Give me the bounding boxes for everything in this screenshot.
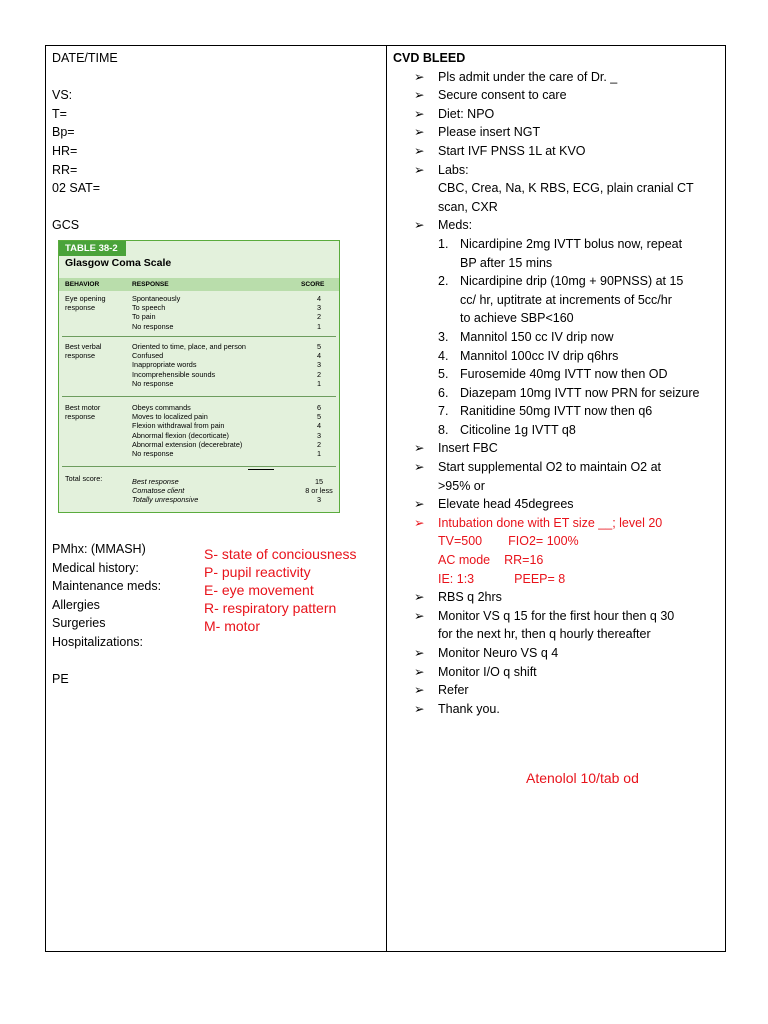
item-text: Secure consent to care: [438, 88, 567, 103]
list-item: [392, 607, 722, 626]
response: Oriented to time, place, and person: [132, 342, 246, 351]
score: 3: [316, 303, 322, 313]
table-divider: [62, 466, 336, 467]
med-item: [392, 421, 722, 440]
score: 4: [316, 421, 322, 431]
med-continuation: to achieve SBP<160: [460, 311, 574, 326]
med-text: Mannitol 150 cc IV drip now: [460, 329, 614, 344]
score: 1: [316, 449, 322, 459]
maintenance-meds-label: Maintenance meds:: [52, 579, 162, 594]
med-text: Diazepam 10mg IVTT now PRN for seizure: [460, 385, 700, 400]
vs-label: VS:: [52, 88, 73, 103]
motor-category-line2: response: [65, 412, 96, 422]
response: Obeys commands: [132, 403, 191, 412]
vent-settings-row: [392, 551, 722, 570]
med-text: Furosemide 40mg IVTT now then OD: [460, 367, 668, 382]
med-continuation: cc/ hr, uptitrate at increments of 5cc/hr: [460, 292, 672, 307]
response: Comatose client: [132, 486, 185, 496]
response: Incomprehensible sounds: [132, 369, 216, 379]
response: Confused: [132, 351, 164, 361]
score: 3: [316, 360, 322, 370]
score: 3: [316, 495, 322, 505]
list-item: [392, 588, 722, 607]
score: 2: [316, 439, 322, 449]
score: 5: [316, 342, 322, 351]
arrow-bullet-icon: ➢: [414, 664, 425, 679]
score: 3: [316, 430, 322, 440]
med-continuation: BP after 15 mins: [460, 255, 553, 270]
verbal-responses: [132, 342, 302, 388]
verbal-category-line1: Best verbal: [65, 342, 102, 351]
right-column: [392, 49, 722, 718]
o2-continuation: >95% or: [438, 478, 485, 493]
surgeries-label: Surgeries: [52, 616, 106, 631]
list-item: [392, 123, 722, 142]
arrow-bullet-icon: ➢: [414, 441, 425, 456]
response: No response: [132, 378, 174, 388]
mmash-mnemonic: [204, 545, 357, 635]
bp-label: Bp=: [52, 125, 75, 140]
med-number: 6.: [438, 385, 449, 400]
response: Inappropriate words: [132, 360, 197, 370]
item-text: Start IVF PNSS 1L at KVO: [438, 143, 586, 158]
item-text: Start supplemental O2 to maintain O2 at: [438, 460, 662, 475]
motor-category-line1: Best motor: [65, 403, 101, 412]
item-text: Please insert NGT: [438, 125, 541, 140]
eye-scores: [307, 294, 331, 331]
score: 4: [316, 294, 322, 303]
arrow-bullet-icon: ➢: [414, 162, 425, 177]
score: 1: [316, 378, 322, 388]
list-item: [392, 161, 722, 180]
list-item: [392, 439, 722, 458]
med-text: Mannitol 100cc IV drip q6hrs: [460, 348, 619, 363]
mnemonic-p: P- pupil reactivity: [204, 564, 311, 580]
fio2-setting: FIO2= 100%: [508, 534, 579, 549]
tv-setting: TV=500: [438, 534, 483, 549]
eye-category-line2: response: [65, 303, 96, 313]
header-behavior: BEHAVIOR: [65, 281, 100, 288]
peep-setting: PEEP= 8: [514, 571, 566, 586]
item-text: Intubation done with ET size __; level 20: [438, 515, 663, 530]
arrow-bullet-icon: ➢: [414, 69, 425, 84]
med-item: [392, 365, 722, 384]
item-text: Monitor VS q 15 for the first hour then q 30: [438, 608, 675, 623]
list-item: [392, 458, 722, 477]
arrow-bullet-icon: ➢: [414, 701, 425, 716]
table-divider: [62, 396, 336, 397]
response: Abnormal flexion (decorticate): [132, 430, 229, 440]
arrow-bullet-icon: ➢: [414, 590, 425, 605]
med-number: 1.: [438, 236, 449, 251]
med-number: 8.: [438, 422, 449, 437]
item-text: Diet: NPO: [438, 106, 495, 121]
score: 6: [316, 403, 322, 412]
item-text: Monitor Neuro VS q 4: [438, 646, 559, 660]
rr-label: RR=: [52, 162, 78, 177]
arrow-bullet-icon: ➢: [414, 143, 425, 158]
med-number: 7.: [438, 404, 449, 419]
arrow-bullet-icon: ➢: [414, 683, 425, 698]
table-tag: TABLE 38-2: [59, 241, 126, 256]
score: 8 or less: [305, 486, 333, 496]
score: 5: [316, 412, 322, 422]
item-text: Insert FBC: [438, 441, 498, 456]
arrow-bullet-icon: ➢: [414, 608, 425, 623]
mnemonic-r: R- respiratory pattern: [204, 600, 337, 616]
arrow-bullet-icon: ➢: [414, 646, 425, 660]
item-text: Labs:: [438, 162, 469, 177]
med-item: [392, 384, 722, 403]
motor-responses: [132, 403, 302, 458]
score: 1: [316, 321, 322, 331]
hr-label: HR=: [52, 143, 78, 158]
arrow-bullet-icon: ➢: [414, 218, 425, 233]
med-item: [392, 347, 722, 366]
list-item: [392, 216, 722, 235]
motor-category: [65, 403, 125, 421]
motor-scores: [307, 403, 331, 458]
table-title: Glasgow Coma Scale: [65, 257, 172, 269]
vent-settings-row: [392, 570, 722, 589]
total-rule: [248, 469, 274, 470]
ie-setting: IE: 1:3: [438, 571, 475, 586]
eye-responses: [132, 294, 302, 331]
score: 2: [316, 312, 322, 322]
list-item: [392, 105, 722, 124]
header-score: SCORE: [301, 281, 325, 288]
date-time-label: DATE/TIME: [52, 51, 118, 65]
score: 2: [316, 369, 322, 379]
list-item: [392, 681, 722, 700]
eye-category: [65, 294, 125, 312]
order-title: CVD BLEED: [393, 51, 466, 65]
total-scores: [299, 477, 339, 505]
verbal-category-line2: response: [65, 351, 96, 361]
glasgow-coma-scale-table: [58, 240, 340, 513]
temp-label: T=: [52, 106, 67, 121]
arrow-bullet-icon: ➢: [414, 125, 425, 140]
labs-line-1: CBC, Crea, Na, K RBS, ECG, plain cranial CT: [438, 181, 694, 196]
score: 4: [316, 351, 322, 361]
list-item: [392, 644, 722, 663]
hospitalizations-label: Hospitalizations:: [52, 634, 144, 649]
item-text: Monitor I/O q shift: [438, 664, 537, 679]
mnemonic-s: S- state of conciousness: [204, 546, 357, 562]
response: Flexion withdrawal from pain: [132, 421, 225, 431]
verbal-category: [65, 342, 125, 360]
list-item: [392, 86, 722, 105]
pe-label: PE: [52, 672, 69, 687]
left-column: [52, 49, 382, 235]
response: Moves to localized pain: [132, 412, 208, 422]
list-item: [392, 700, 722, 719]
list-item: [392, 68, 722, 87]
arrow-bullet-icon: ➢: [414, 515, 425, 530]
list-item: [392, 142, 722, 161]
header-response: RESPONSE: [132, 281, 169, 288]
o2-sat-label: 02 SAT=: [52, 181, 101, 196]
medical-history-label: Medical history:: [52, 560, 139, 575]
total-score-label: Total score:: [65, 474, 103, 483]
med-number: 2.: [438, 274, 449, 289]
response: Spontaneously: [132, 294, 181, 303]
med-text: Ranitidine 50mg IVTT now then q6: [460, 404, 653, 419]
verbal-scores: [307, 342, 331, 388]
response: To pain: [132, 312, 156, 322]
table-divider: [62, 336, 336, 337]
item-text: Thank you.: [438, 701, 500, 716]
total-responses: [132, 477, 302, 505]
response: Abnormal extension (decerebrate): [132, 439, 243, 449]
item-text: Elevate head 45degrees: [438, 497, 574, 512]
table-header: [59, 278, 339, 291]
item-text: Pls admit under the care of Dr. _: [438, 69, 618, 84]
med-number: 5.: [438, 367, 449, 382]
column-divider: [386, 45, 387, 952]
rr-setting: RR=16: [504, 553, 544, 568]
atenolol-note: Atenolol 10/tab od: [526, 770, 639, 786]
mnemonic-m: M- motor: [204, 618, 260, 634]
ac-mode-setting: AC mode: [438, 553, 491, 568]
med-number: 4.: [438, 348, 449, 363]
monitor-continuation: for the next hr, then q hourly thereafter: [438, 627, 651, 642]
med-text: Nicardipine 2mg IVTT bolus now, repeat: [460, 236, 683, 251]
pmhx-label: PMhx: (MMASH): [52, 542, 146, 556]
intubation-item: [392, 514, 722, 533]
list-item: [392, 663, 722, 682]
arrow-bullet-icon: ➢: [414, 460, 425, 475]
gcs-label: GCS: [52, 218, 80, 233]
score: 15: [314, 477, 324, 486]
arrow-bullet-icon: ➢: [414, 497, 425, 512]
med-item: [392, 402, 722, 421]
item-text: Meds:: [438, 218, 473, 233]
med-number: 3.: [438, 329, 449, 344]
allergies-label: Allergies: [52, 597, 100, 612]
response: To speech: [132, 303, 166, 313]
med-text: Nicardipine drip (10mg + 90PNSS) at 15: [460, 274, 684, 289]
med-item: [392, 328, 722, 347]
response: No response: [132, 321, 174, 331]
vent-settings-row: [392, 532, 722, 551]
labs-line-2: scan, CXR: [438, 199, 498, 214]
item-text: RBS q 2hrs: [438, 590, 502, 605]
arrow-bullet-icon: ➢: [414, 88, 425, 103]
response: No response: [132, 449, 174, 459]
response: Totally unresponsive: [132, 495, 199, 505]
list-item: [392, 495, 722, 514]
arrow-bullet-icon: ➢: [414, 106, 425, 121]
med-text: Citicoline 1g IVTT q8: [460, 422, 576, 437]
eye-category-line1: Eye opening: [65, 294, 106, 303]
item-text: Refer: [438, 683, 469, 698]
response: Best response: [132, 477, 179, 486]
mnemonic-e: E- eye movement: [204, 582, 314, 598]
med-item: [392, 235, 722, 254]
med-item: [392, 272, 722, 291]
